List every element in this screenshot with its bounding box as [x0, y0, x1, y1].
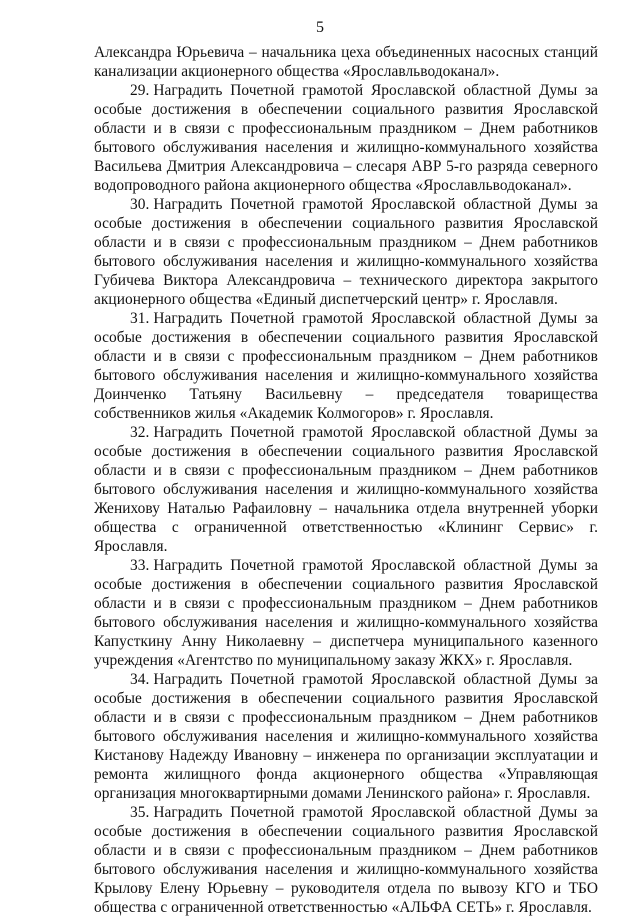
item-number: 32.	[130, 424, 150, 441]
item-number: 31.	[130, 310, 150, 327]
item-number: 29.	[130, 82, 150, 99]
item-number: 34.	[130, 671, 150, 688]
award-item-31	[94, 309, 598, 423]
item-text: Наградить Почетной грамотой Ярославской областной Думы за особые достижения в обеспечении социального развития Ярославской области и в связи с профессиональным праздником – Днем работников бытового обслуживания населения и жилищно-коммунального хозяйства Женихову Наталью Рафаиловну – начальника отдела внутренней уборки общества с ограниченной ответственностью «Клининг Сервис» г. Ярославля.	[94, 424, 598, 555]
item-text: Наградить Почетной грамотой Ярославской областной Думы за особые достижения в обеспечении социального развития Ярославской области и в связи с профессиональным праздником – Днем работников бытового обслуживания населения и жилищно-коммунального хозяйства Капусткину Анну Николаевну – диспетчера муниципального казенного учреждения «Агентство по муниципальному заказу ЖКХ» г. Ярославля.	[94, 557, 598, 669]
item-text: Наградить Почетной грамотой Ярославской областной Думы за особые достижения в обеспечении социального развития Ярославской области и в связи с профессиональным праздником – Днем работников бытового обслуживания населения и жилищно-коммунального хозяйства Доинченко Татьяну Васильевну – председателя товарищества собственников жилья «Академик Колмогоров» г. Ярославля.	[94, 310, 598, 422]
award-item-32	[94, 423, 598, 556]
award-item-33	[94, 556, 598, 670]
item-text: Наградить Почетной грамотой Ярославской областной Думы за особые достижения в обеспечении социального развития Ярославской области и в связи с профессиональным праздником – Днем работников бытового обслуживания населения и жилищно-коммунального хозяйства Крылову Елену Юрьевну – руководителя отдела по вывозу КГО и ТБО общества с ограниченной ответственностью «АЛЬФА СЕТЬ» г. Ярославля.	[94, 804, 598, 916]
item-text: Наградить Почетной грамотой Ярославской областной Думы за особые достижения в обеспечении социального развития Ярославской области и в связи с профессиональным праздником – Днем работников бытового обслуживания населения и жилищно-коммунального хозяйства Васильева Дмитрия Александровича – слесаря АВР 5-го разряда северного водопроводного района акционерного общества «Ярославльводоканал».	[94, 82, 598, 194]
item-number: 35.	[130, 804, 150, 821]
item-text: Наградить Почетной грамотой Ярославской областной Думы за особые достижения в обеспечении социального развития Ярославской области и в связи с профессиональным праздником – Днем работников бытового обслуживания населения и жилищно-коммунального хозяйства Губичева Виктора Александровича – технического директора закрытого акционерного общества «Единый диспетчерский центр» г. Ярославля.	[94, 196, 598, 308]
continuation-paragraph: Александра Юрьевича – начальника цеха объединенных насосных станций канализации акционерного общества «Ярославльводоканал».	[94, 44, 598, 80]
award-item-34	[94, 670, 598, 803]
award-item-30	[94, 195, 598, 309]
award-item-35	[94, 803, 598, 917]
page-number: 5	[316, 19, 324, 36]
item-number: 30.	[130, 196, 150, 213]
award-item-29	[94, 81, 598, 195]
document-body	[94, 43, 598, 917]
item-text: Наградить Почетной грамотой Ярославской областной Думы за особые достижения в обеспечении социального развития Ярославской области и в связи с профессиональным праздником – Днем работников бытового обслуживания населения и жилищно-коммунального хозяйства Кистанову Надежду Ивановну – инженера по организации эксплуатации и ремонта жилищного фонда акционерного общества «Управляющая организация многоквартирными домами Ленинского района» г. Ярославля.	[94, 671, 598, 802]
item-number: 33.	[130, 557, 150, 574]
